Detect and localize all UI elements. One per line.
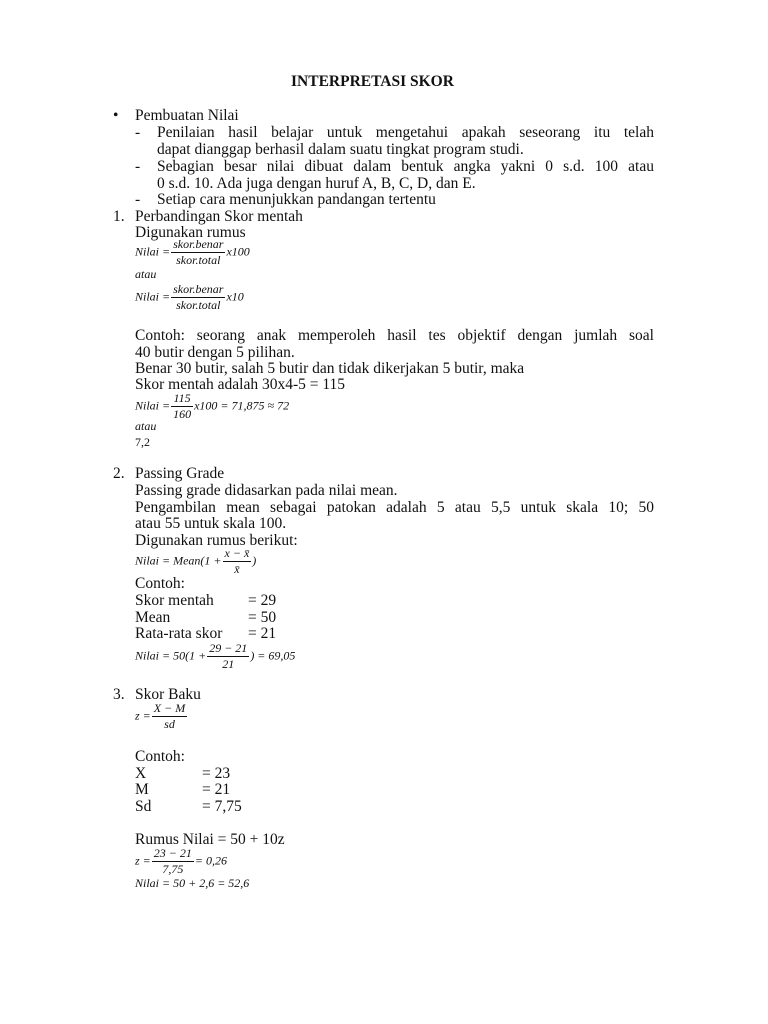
section-1-example-line-4: Skor mentah adalah 30x4-5 = 115: [135, 376, 346, 393]
bullet-item-2-line-2: 0 s.d. 10. Ada juga dengan huruf A, B, C, D, dan E.: [157, 175, 476, 192]
bullet-glyph: •: [113, 107, 119, 124]
bullet-item-2-line-1: Sebagian besar nilai dibuat dalam bentuk angka yakni 0 s.d. 100 atau: [157, 158, 654, 175]
row-label: M: [135, 781, 149, 798]
section-1-example-line-3: Benar 30 butir, salah 5 butir dan tidak dikerjakan 5 butir, maka: [135, 360, 525, 377]
row-value: = 21: [248, 625, 277, 642]
row-value: = 29: [248, 592, 277, 609]
section-2-line-4: Digunakan rumus berikut:: [135, 532, 298, 549]
bullet-item-1-line-2: dapat dianggap berhasil dalam suatu tingkat program studi.: [157, 141, 524, 158]
row-value: = 7,75: [202, 798, 242, 815]
atau-label-2: atau: [135, 419, 157, 433]
formula-passing-grade: Nilai = Mean(1 + $\frac{x - x̄}{x̄}$ ): [135, 546, 257, 576]
formula-z-score: z = $\frac{X - M}{sd}$: [135, 701, 186, 731]
section-1-intro: Digunakan rumus: [135, 224, 246, 241]
section-2-line-1: Passing grade didasarkan pada nilai mean.: [135, 482, 398, 499]
section-1-number: 1.: [113, 208, 125, 225]
bullet-heading: Pembuatan Nilai: [135, 107, 239, 124]
row-label: Sd: [135, 798, 152, 815]
section-2-heading: Passing Grade: [135, 465, 225, 482]
alternative-value: 7,2: [135, 435, 150, 449]
section-1-heading: Perbandingan Skor mentah: [135, 208, 303, 225]
section-3-contoh: Contoh:: [135, 748, 185, 765]
section-2-line-3: atau 55 untuk skala 100.: [135, 515, 287, 532]
atau-label-1: atau: [135, 267, 157, 281]
section-1-example-line-1: Contoh: seorang anak memperoleh hasil tes objektif dengan jumlah soal: [135, 327, 654, 344]
section-3-number: 3.: [113, 686, 125, 703]
row-label: Skor mentah: [135, 592, 214, 609]
section-2-number: 2.: [113, 465, 125, 482]
row-label: Rata-rata skor: [135, 625, 223, 642]
section-2-contoh: Contoh:: [135, 575, 185, 592]
row-value: = 23: [202, 765, 231, 782]
formula-nilai-final: Nilai = 50 + 2,6 = 52,6: [135, 876, 250, 890]
section-3-rumus: Rumus Nilai = 50 + 10z: [135, 831, 285, 848]
bullet-item-3-line-1: Setiap cara menunjukkan pandangan tertentu: [157, 191, 436, 208]
dash-3: -: [135, 191, 141, 208]
section-1-example-line-2: 40 butir dengan 5 pilihan.: [135, 344, 295, 361]
formula-nilai-example: Nilai = $\frac{115}{160}$ x100 = 71,875 ≈ 72: [135, 391, 290, 421]
formula-nilai-x10: Nilai = $\frac{\text{skor.benar}}{\text{skor.total}}$ x10: [135, 282, 244, 312]
section-2-line-2: Pengambilan mean sebagai patokan adalah 5 atau 5,5 untuk skala 10; 50: [135, 499, 654, 516]
dash-2: -: [135, 158, 141, 175]
formula-z-example: z = $\frac{23 - 21}{7,75}$ = 0,26: [135, 846, 227, 876]
formula-passing-grade-example: Nilai = 50(1 + $\frac{29 - 21}{21}$ ) = 69,05: [135, 641, 296, 671]
page-title: INTERPRETASI SKOR: [291, 73, 454, 90]
formula-nilai-x100: Nilai = $\frac{\text{skor.benar}}{\text{skor.total}}$ x100: [135, 237, 250, 267]
row-label: Mean: [135, 609, 171, 626]
dash-1: -: [135, 124, 141, 141]
row-value: = 50: [248, 609, 277, 626]
row-value: = 21: [202, 781, 231, 798]
section-3-heading: Skor Baku: [135, 686, 201, 703]
bullet-item-1-line-1: Penilaian hasil belajar untuk mengetahui apakah seseorang itu telah: [157, 124, 654, 141]
row-label: X: [135, 765, 147, 782]
